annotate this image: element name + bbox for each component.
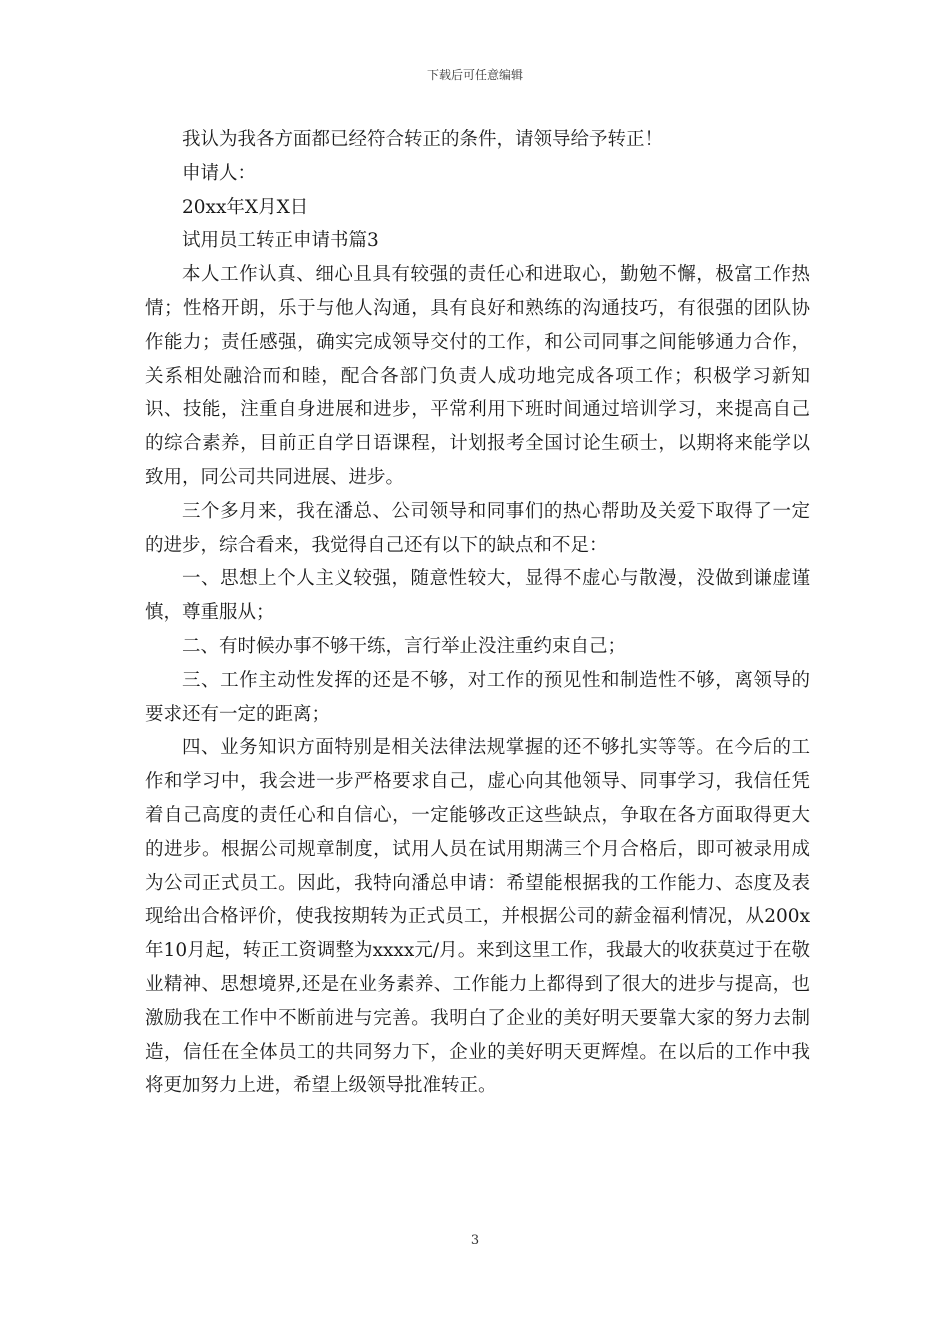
paragraph-shortcoming-4-and-request: 四、业务知识方面特别是相关法律法规掌握的还不够扎实等等。在今后的工作和学习中，我会进一步严格要求自己，虚心向其他领导、同事学习，我信任凭着自己高度的责任心和自信心，一定能够改正这些缺点，争取在各方面取得更大的进步。根据公司规章制度，试用人员在试用期满三个月合格后，即可被录用成为公司正式员工。因此，我特向潘总申请：希望能根据我的工作能力、态度及表现给出合格评价，使我按期转为正式员工，并根据公司的薪金福利情况，从200x年10月起，转正工资调整为xxxx元/月。来到这里工作，我最大的收获莫过于在敬业精神、思想境界,还是在业务素养、工作能力上都得到了很大的进步与提高，也激励我在工作中不断前进与完善。我明白了企业的美好明天要靠大家的努力去制造，信任在全体员工的共同努力下，企业的美好明天更辉煌。在以后的工作中我将更加努力上进，希望上级领导批准转正。 xyxy=(145,737,810,1097)
closing-request-line: 我认为我各方面都已经符合转正的条件，请领导给予转正！ xyxy=(182,129,664,150)
applicant-label: 申请人： xyxy=(182,162,257,184)
paragraph-self-assessment: 本人工作认真、细心且具有较强的责任心和进取心，勤勉不懈，极富工作热情；性格开朗，乐于与他人沟通，具有良好和熟练的沟通技巧，有很强的团队协作能力；责任感强，确实完成领导交付的工作，和公司同事之间能够通力合作，关系相处融洽而和睦，配合各部门负责人成功地完成各项工作；积极学习新知识、技能，注重自身进展和进步，平常利用下班时间通过培训学习，来提高自己的综合素养，目前正自学日语课程，计划报考全国讨论生硕士，以期将来能学以致用，同公司共同进展、进步。 xyxy=(145,264,810,488)
paragraph-shortcoming-2: 二、有时候办事不够干练，言行举止没注重约束自己； xyxy=(182,635,627,657)
paragraph-shortcoming-3: 三、工作主动性发挥的还是不够，对工作的预见性和制造性不够，离领导的要求还有一定的距离； xyxy=(145,669,810,725)
page-number: 3 xyxy=(470,1233,480,1248)
section-title: 试用员工转正申请书篇3 xyxy=(182,230,379,252)
paragraph-shortcoming-1: 一、思想上个人主义较强，随意性较大，显得不虚心与散漫，没做到谦虚谨慎，尊重服从； xyxy=(145,568,810,624)
page-header: 下载后可任意编辑 xyxy=(426,68,523,82)
date-line: 20xx年X月X日 xyxy=(182,196,309,218)
document-body xyxy=(145,123,810,1103)
paragraph-progress-summary: 三个多月来，我在潘总、公司领导和同事们的热心帮助及关爱下取得了一定的进步，综合看来，我觉得自己还有以下的缺点和不足： xyxy=(145,500,810,556)
